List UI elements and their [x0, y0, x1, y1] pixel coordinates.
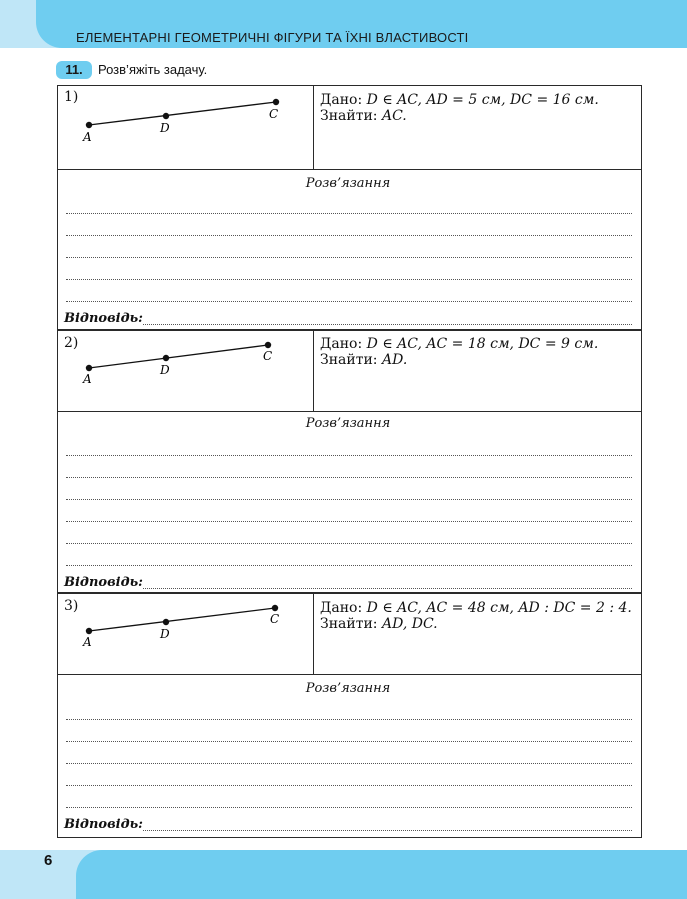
problem-3-divider — [313, 593, 314, 674]
answer-line[interactable] — [66, 785, 632, 786]
answer-line[interactable] — [143, 830, 632, 831]
answer-line[interactable] — [66, 741, 632, 742]
given-text: D ∈ AC, AC = 18 см, DC = 9 см. — [366, 336, 599, 352]
segment-ac — [89, 102, 279, 125]
find-label: Знайти: — [320, 352, 378, 368]
point-c — [265, 342, 271, 348]
find-text: AD, DC. — [381, 616, 438, 632]
answer-line[interactable] — [66, 763, 632, 764]
task-instruction: Розв’яжіть задачу. — [98, 62, 208, 77]
problem-1-given — [320, 92, 599, 124]
problem-1-divider — [313, 85, 314, 169]
point-c-label: C — [270, 612, 280, 626]
answer-line[interactable] — [66, 565, 632, 566]
point-c-label: C — [269, 107, 279, 121]
point-c — [272, 605, 278, 611]
point-a — [86, 365, 92, 371]
answer-line[interactable] — [66, 499, 632, 500]
find-label: Знайти: — [320, 616, 378, 632]
find-text: AC. — [381, 108, 407, 124]
given-label: Дано: — [320, 600, 363, 616]
answer-line[interactable] — [66, 301, 632, 302]
point-c — [273, 99, 279, 105]
problem-3-figure — [80, 600, 290, 650]
segment-ac — [89, 608, 275, 631]
point-d-label: D — [160, 363, 170, 377]
problem-2-figure — [80, 337, 290, 387]
point-a-label: A — [83, 130, 92, 144]
given-text: D ∈ AC, AD = 5 см, DC = 16 см. — [366, 92, 599, 108]
answer-line[interactable] — [66, 477, 632, 478]
problem-3-given — [320, 600, 632, 632]
problem-1-figure — [80, 94, 290, 144]
problem-2-separator — [57, 411, 642, 412]
problem-2-divider — [313, 330, 314, 411]
given-text: D ∈ AC, AC = 48 см, AD : DC = 2 : 4. — [366, 600, 632, 616]
problem-3-answer-label: Відповідь: — [64, 817, 143, 832]
page-number: 6 — [44, 852, 53, 869]
point-d — [163, 113, 169, 119]
point-d-label: D — [160, 627, 170, 641]
answer-line[interactable] — [66, 719, 632, 720]
problem-2-number: 2) — [64, 335, 79, 351]
point-a-label: A — [83, 635, 92, 649]
footer-band — [76, 850, 687, 899]
given-label: Дано: — [320, 92, 363, 108]
find-text: AD. — [381, 352, 408, 368]
answer-line[interactable] — [66, 543, 632, 544]
answer-line[interactable] — [66, 213, 632, 214]
problem-1-solution-heading: Розв’язання — [305, 176, 391, 191]
point-d — [163, 355, 169, 361]
segment-ac — [89, 345, 268, 368]
find-label: Знайти: — [320, 108, 378, 124]
point-a — [86, 628, 92, 634]
answer-line[interactable] — [66, 257, 632, 258]
point-a-label: A — [83, 372, 92, 386]
problem-1-number: 1) — [64, 89, 79, 105]
problem-3-solution-heading: Розв’язання — [305, 681, 391, 696]
problem-3-separator — [57, 674, 642, 675]
problem-1-separator — [57, 169, 642, 170]
problem-2-given — [320, 336, 598, 368]
answer-line[interactable] — [143, 588, 632, 589]
answer-line[interactable] — [66, 521, 632, 522]
problem-2-solution-heading: Розв’язання — [305, 416, 391, 431]
answer-line[interactable] — [66, 279, 632, 280]
point-a — [86, 122, 92, 128]
point-c-label: C — [263, 349, 273, 363]
point-d-label: D — [160, 121, 170, 135]
point-d — [163, 619, 169, 625]
task-number-badge: 11. — [56, 61, 92, 79]
problem-2-answer-label: Відповідь: — [64, 575, 143, 590]
answer-line[interactable] — [143, 324, 632, 325]
given-label: Дано: — [320, 336, 363, 352]
answer-line[interactable] — [66, 235, 632, 236]
answer-line[interactable] — [66, 455, 632, 456]
answer-line[interactable] — [66, 807, 632, 808]
problem-1-answer-label: Відповідь: — [64, 311, 143, 326]
problem-3-number: 3) — [64, 598, 79, 614]
page-title: ЕЛЕМЕНТАРНІ ГЕОМЕТРИЧНІ ФІГУРИ ТА ЇХНІ ВЛАСТИВОСТІ — [76, 30, 469, 45]
